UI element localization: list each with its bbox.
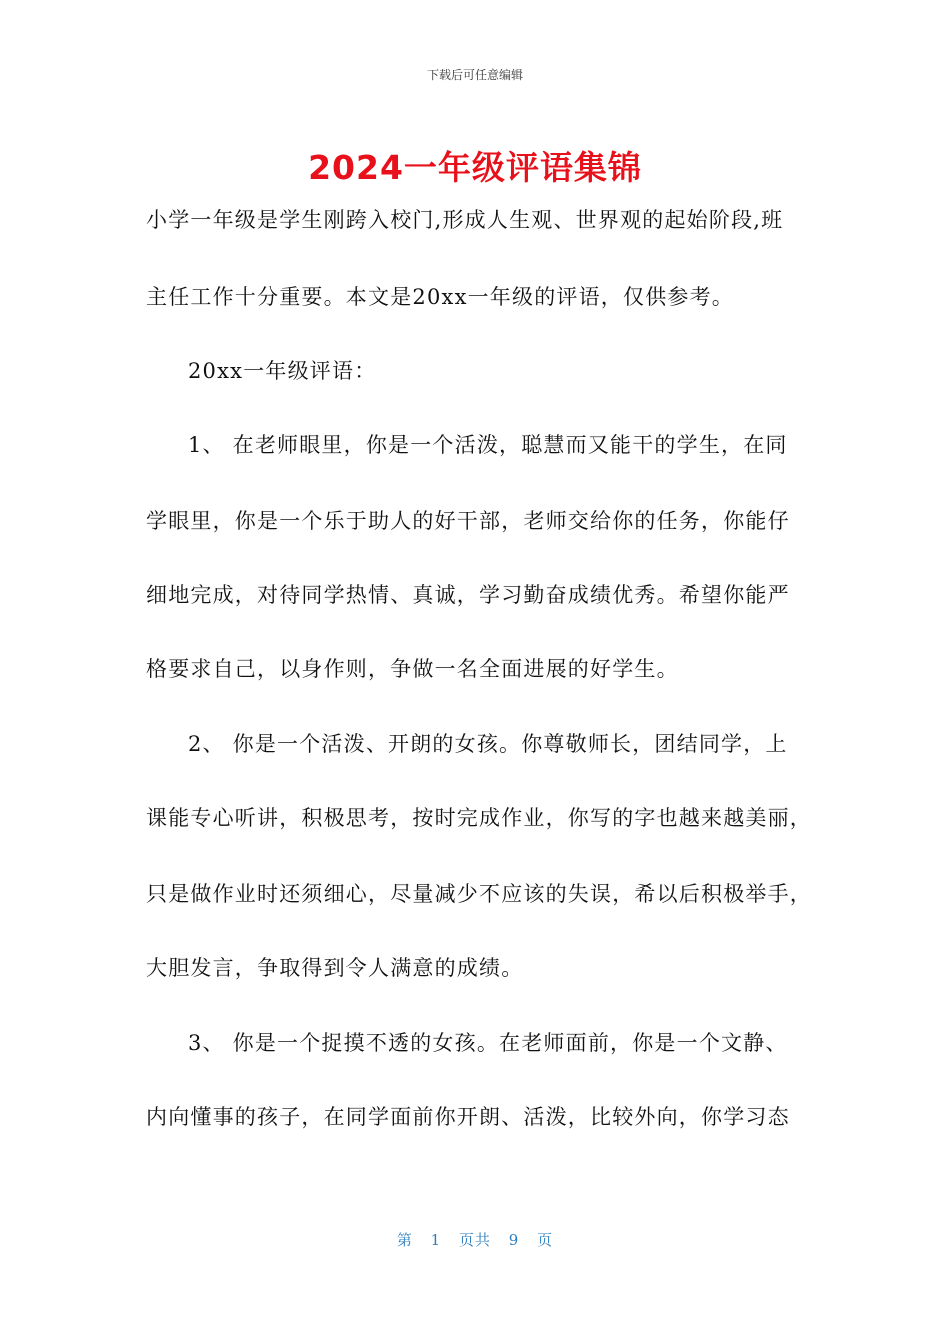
paragraph-line: 大胆发言，争取得到令人满意的成绩。 bbox=[146, 956, 524, 980]
paragraph-line: 1、 在老师眼里，你是一个活泼，聪慧而又能干的学生，在同 bbox=[188, 433, 788, 457]
paragraph-line: 2、 你是一个活泼、开朗的女孩。你尊敬师长，团结同学，上 bbox=[188, 732, 788, 756]
paragraph-line: 小学一年级是学生刚跨入校门,形成人生观、世界观的起始阶段,班 bbox=[146, 208, 784, 232]
paragraph-line: 课能专心听讲，积极思考，按时完成作业，你写的字也越来越美丽， bbox=[146, 806, 812, 830]
paragraph-line: 主任工作十分重要。本文是20xx一年级的评语，仅供参考。 bbox=[146, 285, 735, 309]
paragraph-line: 内向懂事的孩子，在同学面前你开朗、活泼，比较外向，你学习态 bbox=[146, 1105, 790, 1129]
paragraph-line: 3、 你是一个捉摸不透的女孩。在老师面前，你是一个文静、 bbox=[188, 1031, 788, 1055]
footer-page-number: 1 bbox=[430, 1231, 442, 1249]
footer-suffix: 页 bbox=[537, 1231, 554, 1249]
header-note: 下载后可任意编辑 bbox=[426, 68, 523, 82]
section-heading: 20xx一年级评语： bbox=[188, 359, 377, 383]
paragraph-line: 只是做作业时还须细心，尽量减少不应该的失误，希以后积极举手， bbox=[146, 882, 812, 906]
footer-middle: 页共 bbox=[458, 1231, 491, 1249]
page-footer bbox=[0, 1229, 950, 1250]
paragraph-line: 细地完成，对待同学热情、真诚，学习勤奋成绩优秀。希望你能严 bbox=[146, 583, 790, 607]
document-title: 2024一年级评语集锦 bbox=[308, 148, 642, 187]
footer-total-pages: 9 bbox=[508, 1231, 520, 1249]
footer-prefix: 第 bbox=[396, 1231, 413, 1249]
paragraph-line: 格要求自己，以身作则，争做一名全面进展的好学生。 bbox=[146, 657, 679, 681]
paragraph-line: 学眼里，你是一个乐于助人的好干部，老师交给你的任务，你能仔 bbox=[146, 509, 790, 533]
